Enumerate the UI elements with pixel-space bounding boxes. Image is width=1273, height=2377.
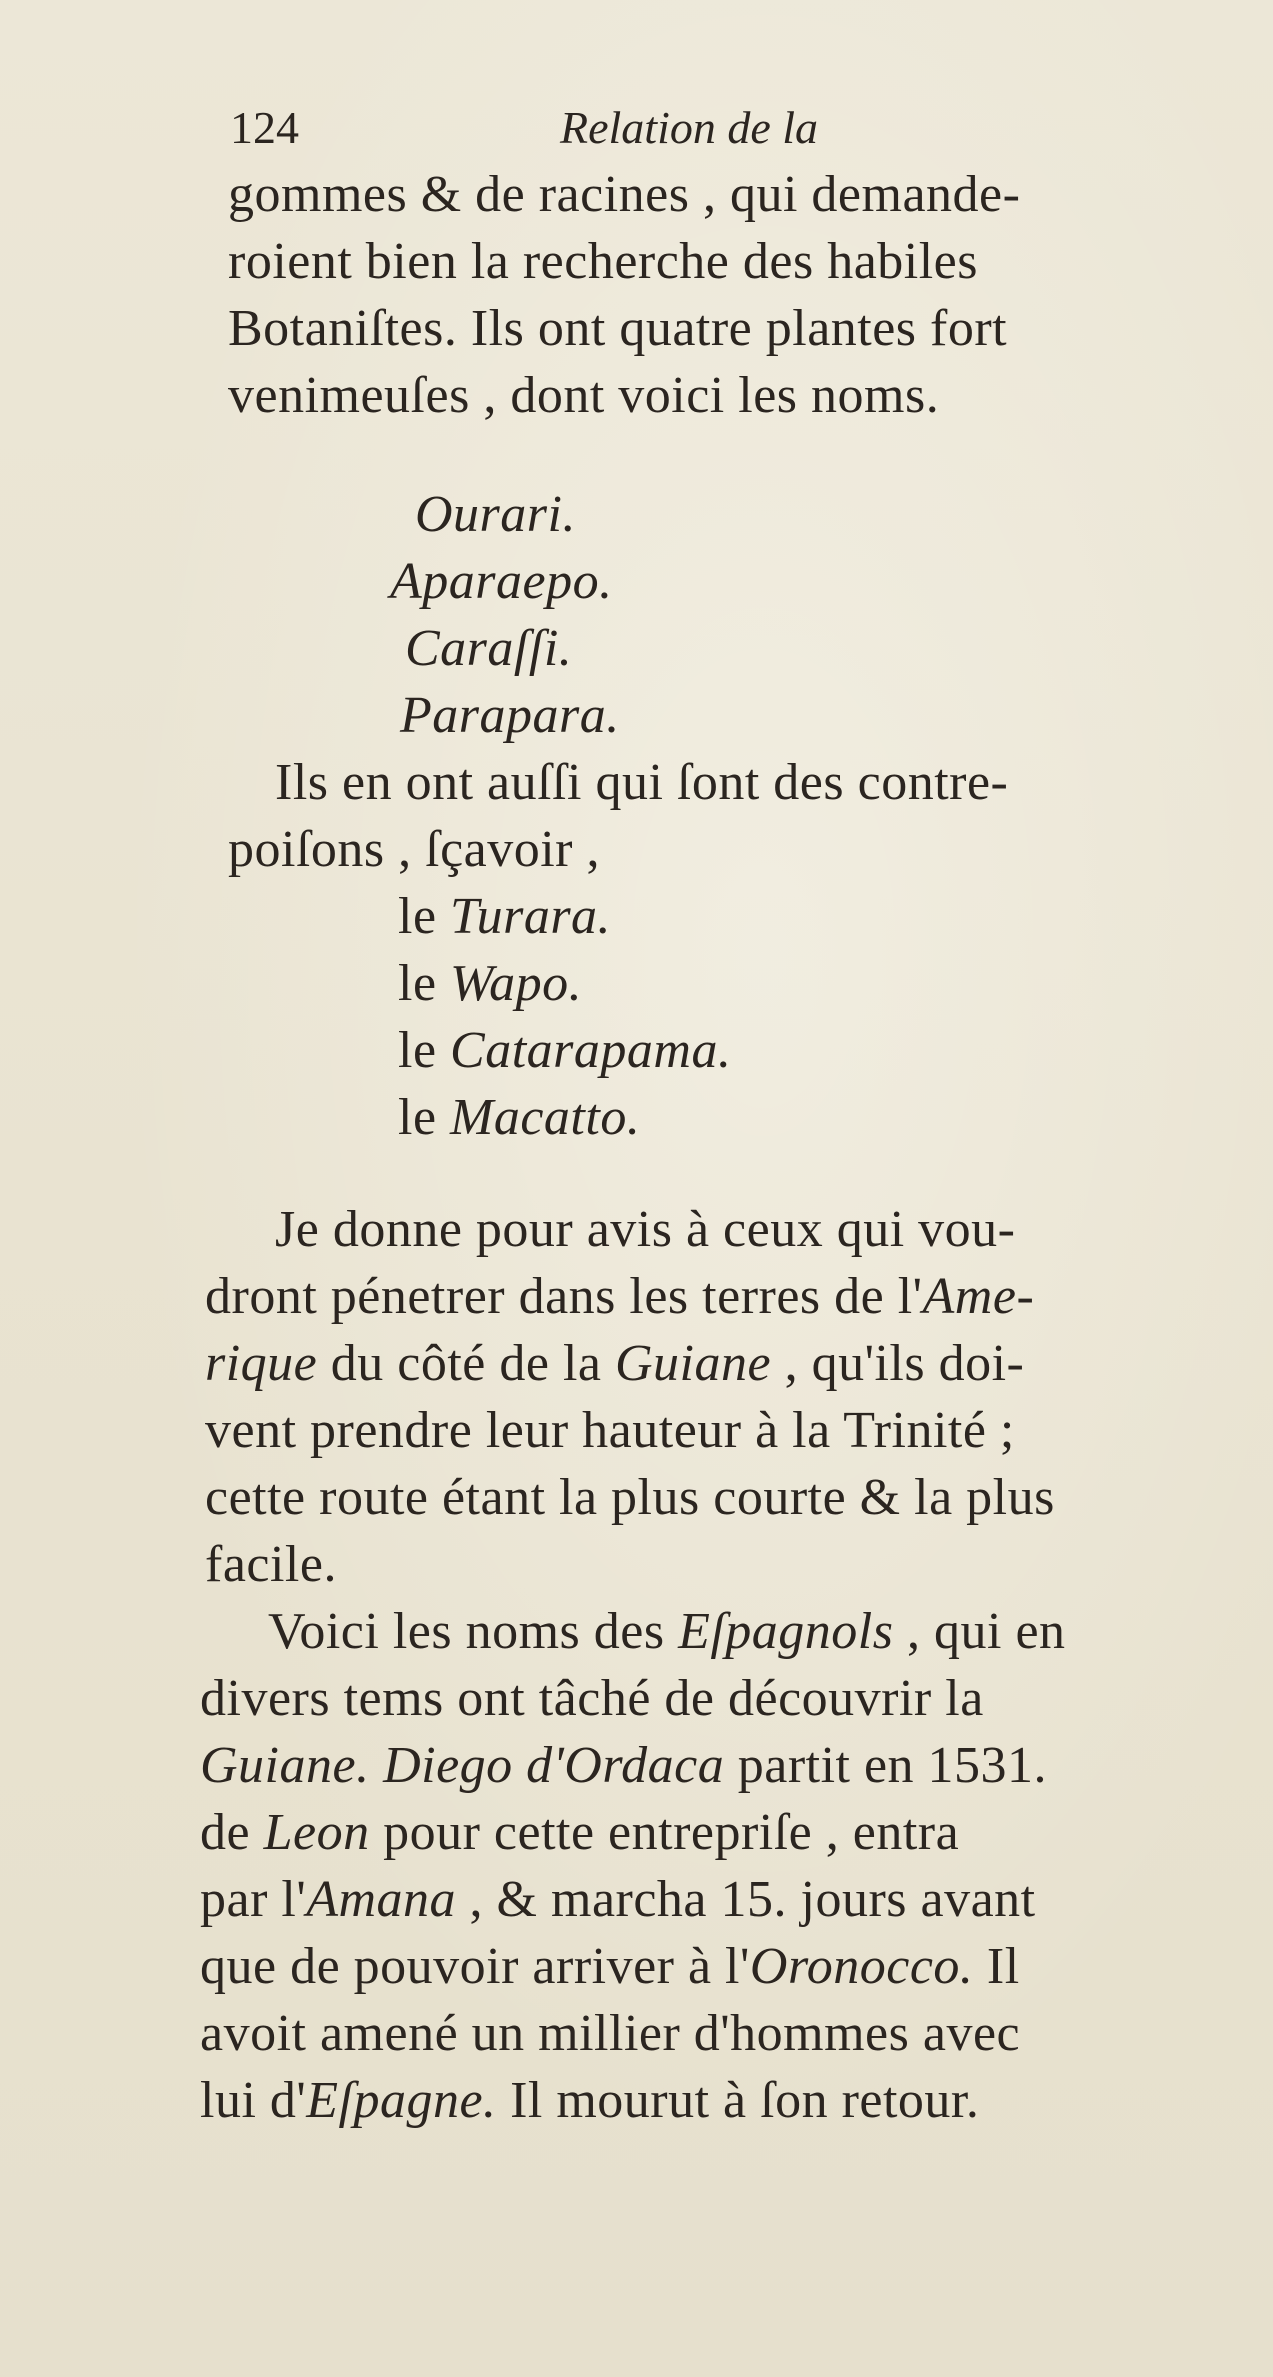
antidote-item: le Wapo. — [398, 955, 583, 1012]
page-number: 124 — [230, 102, 299, 153]
antidote-name: Turara. — [450, 888, 612, 945]
poison-item: Parapara. — [400, 687, 620, 744]
antidote-name: Macatto. — [450, 1089, 641, 1146]
text-line: Ils en ont auſſi qui ſont des contre- — [275, 754, 1009, 811]
poison-item: Aparaepo. — [390, 553, 613, 610]
running-title: Relation de la — [560, 102, 819, 153]
text-line: rique du côté de la Guiane , qu'ils doi- — [205, 1335, 1025, 1392]
text-line: dront pénetrer dans les terres de l'Ame- — [205, 1268, 1035, 1325]
text-line: venimeuſes , dont voici les noms. — [228, 367, 940, 424]
text-line: cette route étant la plus courte & la plus — [205, 1469, 1055, 1526]
text-line: par l'Amana , & marcha 15. jours avant — [200, 1871, 1036, 1928]
text-line: vent prendre leur hauteur à la Trinité ; — [205, 1402, 1015, 1459]
text-line: gommes & de racines , qui demande- — [228, 166, 1021, 223]
text-line: roient bien la recherche des habiles — [228, 233, 978, 290]
antidote-item: le Catarapama. — [398, 1022, 732, 1079]
antidote-name: Wapo. — [450, 955, 583, 1012]
text-line: poiſons , ſçavoir , — [228, 821, 601, 878]
text-line: Voici les noms des Eſpagnols , qui en — [268, 1603, 1066, 1660]
poison-item: Ourari. — [415, 486, 576, 543]
antidote-item: le Macatto. — [398, 1089, 641, 1146]
antidote-item: le Turara. — [398, 888, 612, 945]
text-line: avoit amené un millier d'hommes avec — [200, 2005, 1021, 2062]
text-line: Botaniſtes. Ils ont quatre plantes fort — [228, 300, 1008, 357]
antidote-name: Catarapama. — [450, 1022, 732, 1079]
text-line: divers tems ont tâché de découvrir la — [200, 1670, 984, 1727]
text-line: lui d'Eſpagne. Il mourut à ſon retour. — [200, 2072, 980, 2129]
poison-item: Caraſſi. — [405, 620, 573, 677]
text-line: de Leon pour cette entrepriſe , entra — [200, 1804, 960, 1861]
text-line: Guiane. Diego d'Ordaca partit en 1531. — [200, 1737, 1048, 1794]
text-line: facile. — [205, 1536, 337, 1593]
text-line: Je donne pour avis à ceux qui vou- — [275, 1201, 1016, 1258]
text-line: que de pouvoir arriver à l'Oronocco. Il — [200, 1938, 1020, 1995]
